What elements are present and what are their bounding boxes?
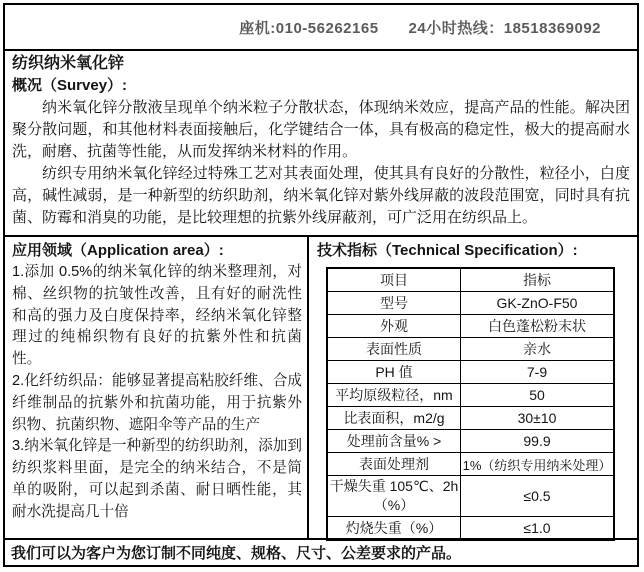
application-item: 3.纳米氧化锌是一种新型的纺织助剂，添加到纺织浆料里面，是完全的纳米结合，不是简单的吸附，可以起到杀菌、耐日晒性能，其耐水洗提高几十倍 — [12, 438, 302, 520]
spec-item-cell: 处理前含量% > — [327, 430, 461, 453]
table-row — [327, 361, 614, 384]
application-heading: 应用领域（Application area）: — [12, 242, 224, 259]
spec-value-cell: 7-9 — [461, 361, 615, 384]
spec-value-cell: 白色蓬松粉末状 — [461, 315, 615, 338]
table-row — [327, 407, 614, 430]
spec-item-cell: 比表面积，m2/g — [327, 407, 461, 430]
contact-bar — [5, 5, 637, 51]
spec-item-cell: 干燥失重 105℃、2h（%） — [327, 476, 461, 517]
spec-item-cell: 型号 — [327, 292, 461, 315]
document-page — [3, 3, 639, 567]
table-row — [327, 268, 614, 292]
spec-item-cell: 外观 — [327, 315, 461, 338]
specification-column — [309, 237, 637, 538]
table-row — [327, 292, 614, 315]
spec-value-cell: 亲水 — [461, 338, 615, 361]
specification-table — [326, 267, 615, 541]
spec-value-cell: 30±10 — [461, 407, 615, 430]
spec-value-cell: 指标 — [461, 268, 615, 292]
application-item: 1.添加 0.5%的纳米氧化锌的纳米整理剂，对棉、丝织物的抗皱性改善，且有好的耐洗性和高的强力及白度保持率，经纳米氧化锌整理过的纯棉织物有良好的抗紫外性和抗菌性。 — [12, 264, 302, 368]
page-title: 纺织纳米氧化锌 — [12, 55, 125, 72]
footer-note: 我们可以为客户为您订制不同纯度、规格、尺寸、公差要求的产品。 — [5, 538, 637, 565]
application-item: 2.化纤纺织品：能够显著提高粘胶纤维、合成纤维制品的抗紫外和抗菌功能，用于抗紫外织物、抗菌织物、遮阳伞等产品的生产 — [12, 372, 302, 433]
spec-item-cell: 表面性质 — [327, 338, 461, 361]
specification-heading: 技术指标（Technical Specification）: — [317, 242, 578, 259]
overview-section — [5, 51, 637, 237]
spec-value-cell: ≤0.5 — [461, 476, 615, 517]
hotline-number: 24小时热线：18518369092 — [408, 19, 601, 37]
phone-number: 座机:010-56262165 — [239, 19, 379, 37]
table-row — [327, 430, 614, 453]
table-row — [327, 476, 614, 517]
spec-item-cell: PH 值 — [327, 361, 461, 384]
table-row — [327, 384, 614, 407]
table-row — [327, 338, 614, 361]
spec-value-cell: 99.9 — [461, 430, 615, 453]
spec-item-cell: 灼烧失重（%） — [327, 517, 461, 541]
application-area-column — [5, 237, 309, 538]
application-item-list — [12, 262, 302, 524]
table-row — [327, 517, 614, 541]
spec-item-cell: 项目 — [327, 268, 461, 292]
spec-value-cell: GK-ZnO-F50 — [461, 292, 615, 315]
spec-value-cell: 1%（纺织专用纳米处理） — [461, 453, 615, 476]
survey-heading: 概况（Survey）: — [12, 77, 128, 94]
spec-item-cell: 表面处理剂 — [327, 453, 461, 476]
survey-paragraph: 纺织专用纳米氧化锌经过特殊工艺对其表面处理，使其具有良好的分散性，粒径小，白度高，碱性减弱，是一种新型的纺织助剂，纳米氧化锌对紫外线屏蔽的波段范围宽，同时具有抗菌、防霉和消臭的功能，是比较理想的抗紫外线屏蔽剂，可广泛用在纺织品上。 — [12, 165, 630, 226]
survey-paragraph: 纳米氧化锌分散液呈现单个纳米粒子分散状态，体现纳米效应，提高产品的性能。解决团聚分散问题，和其他材料表面接触后，化学键结合一体，具有极高的稳定性，极大的提高耐水洗，耐磨、抗菌等性能，从而发挥纳米材料的作用。 — [12, 99, 630, 160]
spec-value-cell: ≤1.0 — [461, 517, 615, 541]
two-column-area — [5, 237, 637, 538]
table-row — [327, 453, 614, 476]
table-row — [327, 315, 614, 338]
spec-value-cell: 50 — [461, 384, 615, 407]
spec-item-cell: 平均原级粒径，nm — [327, 384, 461, 407]
